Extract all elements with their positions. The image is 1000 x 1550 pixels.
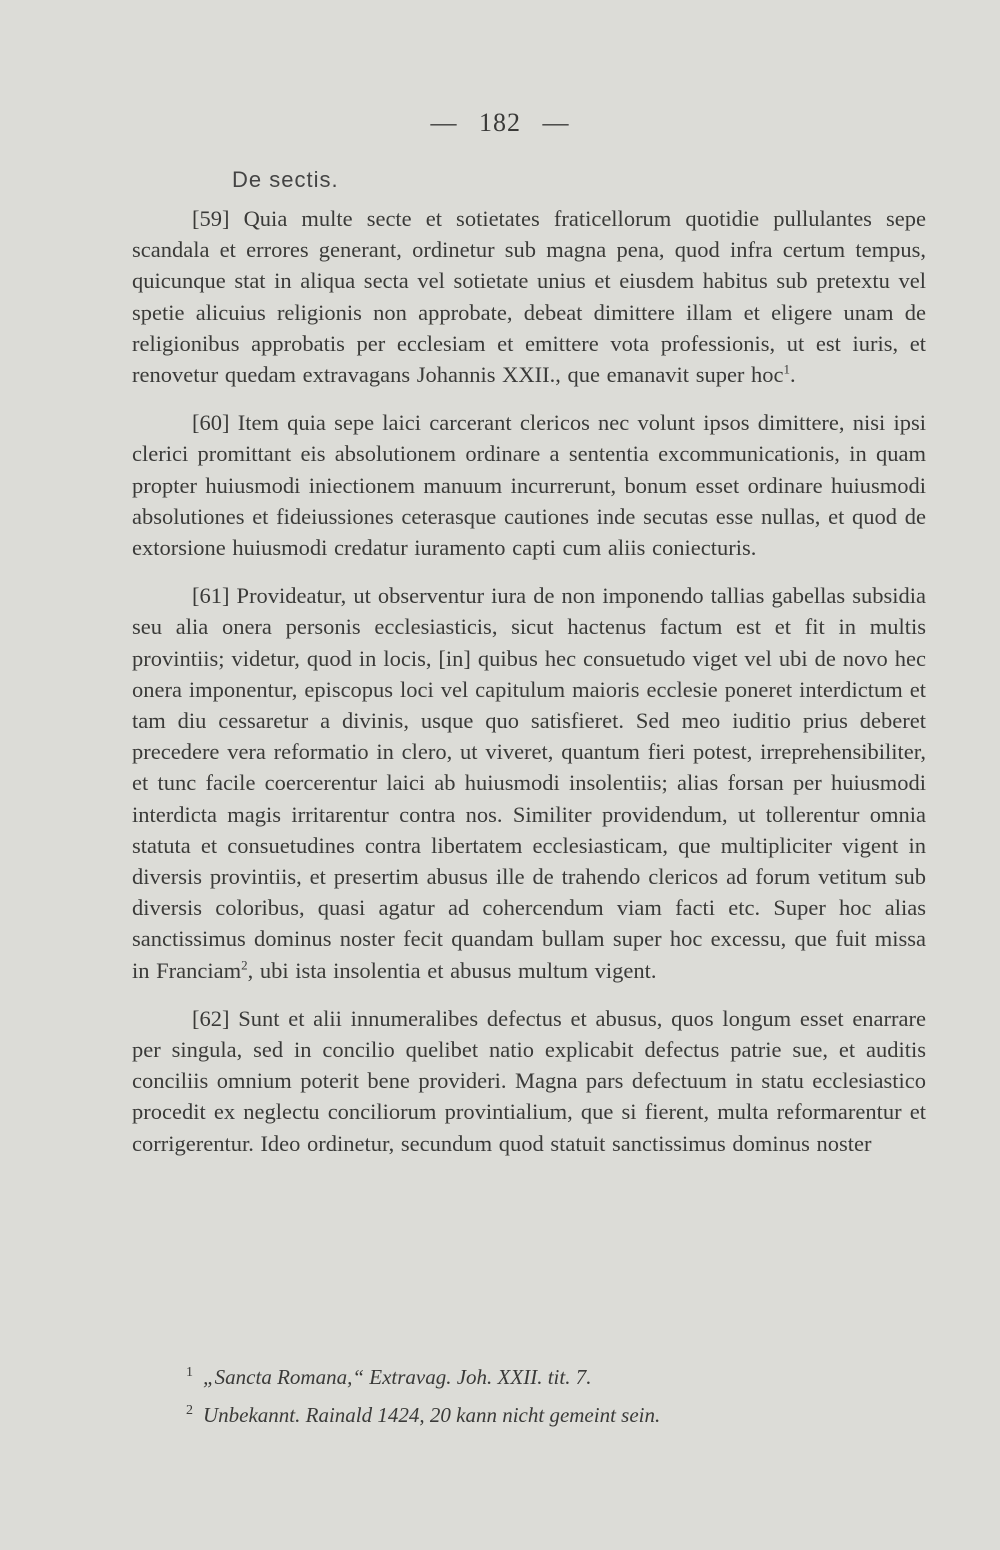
paragraph-text: [60] Item quia sepe laici carcerant clericos nec volunt ipsos dimittere, nisi ipsi clerici promittant eis absolutionem ordinare a sententia excommunicationis, in quam propter huiusmodi iniectionem manuum incurrerunt, bonum esset ordinare huiusmodi absolutiones et fideiussiones ceterasque cautiones inde secutas esse nullas, et quod de extorsione huiusmodi credatur iuramento capti cum aliis coniecturis. bbox=[132, 410, 926, 561]
paragraph-text: [62] Sunt et alii innumeralibes defectus et abusus, quos longum esset enarrare per singula, sed in concilio quelibet natio explicabit defectus patrie sue, et auditis conciliis omnium poterit bene provideri. Magna pars defectuum in statu ecclesiastico procedit ex neglectu conciliorum provintialium, que si fierent, multa reformarentur et corrigerentur. Ideo ordinetur, secundum quod statuit sanctissimus dominus noster bbox=[132, 1005, 926, 1156]
footnote-text: „Sancta Romana,“ Extravag. Joh. XXII. tit. 7. bbox=[203, 1365, 592, 1389]
footnotes bbox=[186, 1356, 926, 1432]
page-header bbox=[0, 108, 1000, 138]
body-text bbox=[132, 203, 926, 1176]
section-title: De sectis. bbox=[232, 167, 339, 192]
paragraph-62 bbox=[132, 1003, 926, 1159]
footnote-2 bbox=[186, 1394, 926, 1432]
footnote-mark: 1 bbox=[186, 1365, 193, 1380]
paragraph-text: [61] Provideatur, ut observentur iura de non imponendo tallias gabellas subsidia seu alia onera personis ecclesiasticis, sicut hactenus factum est et fit in multis provintiis; videtur, quod in locis, [in] quibus hec consuetudo viget vel ubi de novo hec onera imponentur, episcopus loci vel capitulum maioris ecclesie poneret interdictum et tam diu cessaretur a divinis, usque quo satisfieret. Sed meo iuditio prius deberet precedere vera reformatio in clero, ut viveret, quantum fieri potest, irreprehensibiliter, et tunc facile coercerentur laici ab huiusmodi insolentiis; alias forsan per huiusmodi interdicta magis irritarentur contra nos. Similiter providendum, ut tollerentur omnia statuta et consuetudines contra libertatem ecclesiasticam, que multipliciter vigent in diversis provintiis, et presertim abusus ille de trahendo clericos ad forum vetitum sub diversis coloribus, quasi agatur ad cohercendum viam facti etc. Super hoc alias sanctissimus dominus noster fecit quandam bullam super hoc excessu, que fuit missa in Franciam bbox=[132, 583, 926, 983]
paragraph-text-tail: , ubi ista insolentia et abusus multum vigent. bbox=[247, 957, 657, 983]
footnote-text: Unbekannt. Rainald 1424, 20 kann nicht gemeint sein. bbox=[203, 1403, 661, 1427]
footnote-mark: 2 bbox=[186, 1403, 193, 1418]
footnote-reference: 1 bbox=[783, 361, 791, 377]
footnote-reference: 2 bbox=[241, 957, 248, 973]
paragraph-60 bbox=[132, 407, 926, 563]
paragraph-text: [59] Quia multe secte et sotietates fraticellorum quotidie pullulantes sepe scandala et errores generant, ordinetur sub magna pena, quod infra certum tempus, quicunque stat in aliqua secta vel sotietate unius et eiusdem habitus sub pretextu vel spetie alicuius religionis non approbate, debeat dimittere illam et eligere unam de religionibus approbatis per ecclesiam et emittere vota professionis, ut est iuris, et renovetur quedam extravagans Johannis XXII., que emanavit super hoc bbox=[132, 206, 926, 388]
paragraph-61 bbox=[132, 580, 926, 986]
page-number: 182 bbox=[479, 108, 521, 137]
header-dash-right: — bbox=[542, 108, 570, 137]
header-dash-left: — bbox=[430, 108, 458, 137]
paragraph-59 bbox=[132, 203, 926, 390]
paragraph-text-tail: . bbox=[790, 362, 796, 388]
footnote-1 bbox=[186, 1356, 926, 1394]
